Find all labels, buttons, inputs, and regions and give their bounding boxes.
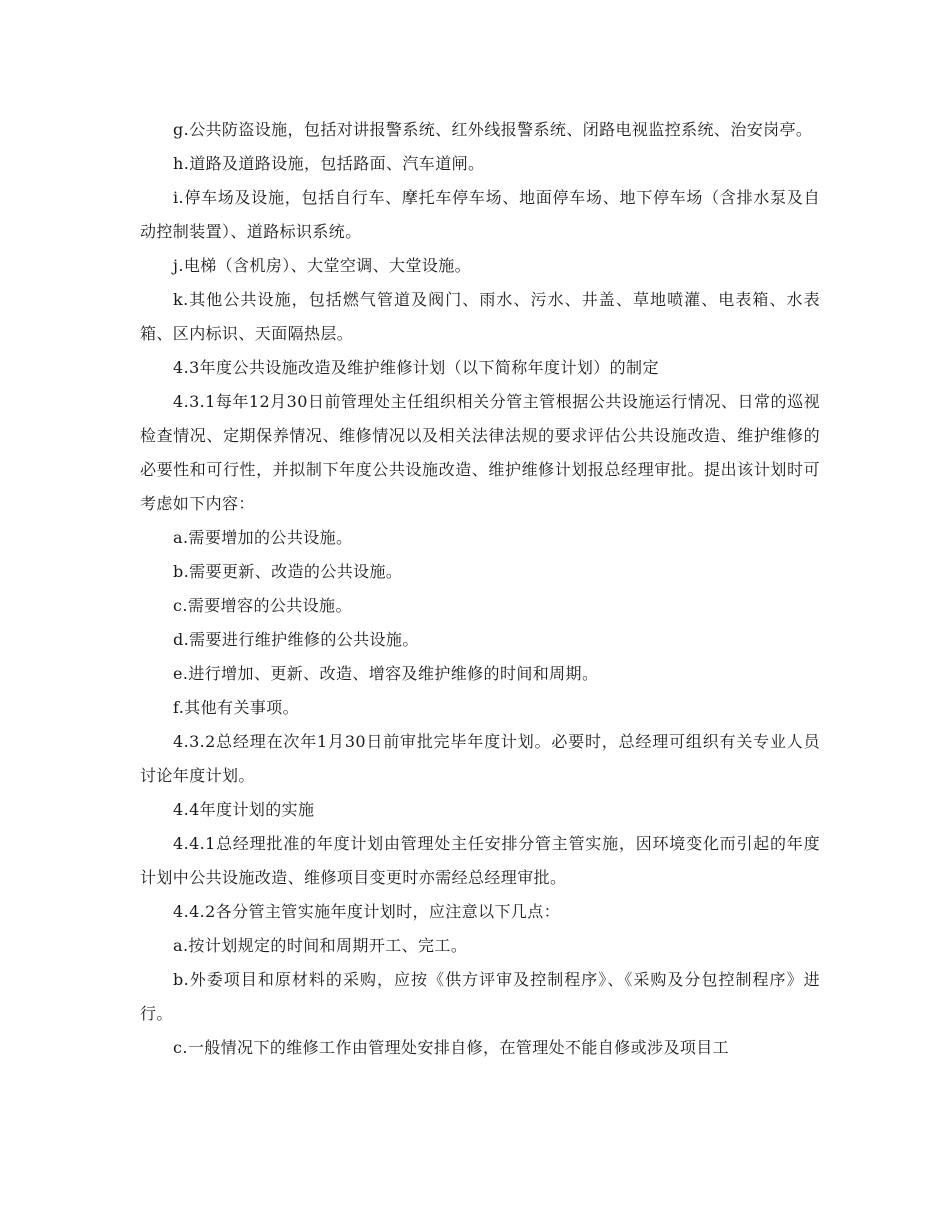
list-item-b: b.需要更新、改造的公共设施。 <box>173 562 403 581</box>
list-item-c: c.需要增容的公共设施。 <box>173 596 352 615</box>
paragraph-elevators: j.电梯（含机房）、大堂空调、大堂设施。 <box>173 256 472 275</box>
list-item-b-procurement: b.外委项目和原材料的采购，应按《供方评审及控制程序》、《采购及分包控制程序》进行。 <box>140 970 820 1023</box>
section-heading-4-4: 4.4年度计划的实施 <box>173 800 315 819</box>
list-item-f: f.其他有关事项。 <box>173 698 300 717</box>
list-item-c-maintenance: c.一般情况下的维修工作由管理处安排自修，在管理处不能自修或涉及项目工 <box>173 1038 730 1057</box>
section-heading-4-3: 4.3年度公共设施改造及维护维修计划（以下简称年度计划）的制定 <box>173 358 659 377</box>
paragraph-4-4-2: 4.4.2各分管主管实施年度计划时，应注意以下几点： <box>173 902 561 921</box>
paragraph-4-4-1: 4.4.1总经理批准的年度计划由管理处主任安排分管主管实施，因环境变化而引起的年度计划中公共设施改造、维修项目变更时亦需经总经理审批。 <box>140 834 820 887</box>
list-item-a-schedule: a.按计划规定的时间和周期开工、完工。 <box>173 936 468 955</box>
paragraph-security-facilities: g.公共防盗设施，包括对讲报警系统、红外线报警系统、闭路电视监控系统、治安岗亭。 <box>173 120 813 139</box>
document-body <box>140 113 820 1065</box>
paragraph-other-facilities: k.其他公共设施，包括燃气管道及阀门、雨水、污水、井盖、草地喷灌、电表箱、水表箱、区内标识、天面隔热层。 <box>140 290 820 343</box>
list-item-e: e.进行增加、更新、改造、增容及维护维修的时间和周期。 <box>173 664 599 683</box>
list-item-a: a.需要增加的公共设施。 <box>173 528 353 547</box>
paragraph-parking: i.停车场及设施，包括自行车、摩托车停车场、地面停车场、地下停车场（含排水泵及自动控制装置）、道路标识系统。 <box>140 188 820 241</box>
list-item-d: d.需要进行维护维修的公共设施。 <box>173 630 419 649</box>
paragraph-4-3-1: 4.3.1每年12月30日前管理处主任组织相关分管主管根据公共设施运行情况、日常的巡视检查情况、定期保养情况、维修情况以及相关法律法规的要求评估公共设施改造、维护维修的必要性和可行性，并拟制下年度公共设施改造、维护维修计划报总经理审批。提出该计划时可考虑如下内容： <box>140 392 820 513</box>
paragraph-4-3-2: 4.3.2总经理在次年1月30日前审批完毕年度计划。必要时，总经理可组织有关专业人员讨论年度计划。 <box>140 732 820 785</box>
paragraph-roads: h.道路及道路设施，包括路面、汽车道闸。 <box>173 154 485 173</box>
